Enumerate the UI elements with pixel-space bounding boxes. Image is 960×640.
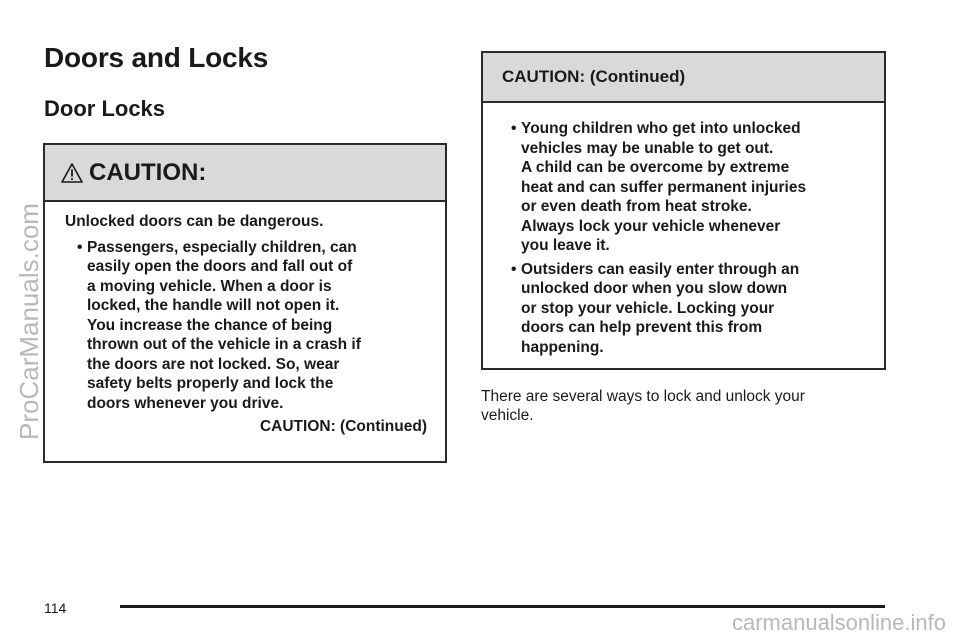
list-item (511, 119, 868, 256)
section-heading: Door Locks (44, 96, 166, 121)
watermark-left: ProCarManuals.com (14, 203, 44, 440)
body-paragraph: There are several ways to lock and unlock your vehicle. (481, 388, 805, 424)
list-item (511, 260, 868, 358)
caution-header (483, 53, 884, 103)
caution-header (45, 145, 445, 202)
bullet-dot: • (511, 120, 517, 137)
caution-intro: Unlocked doors can be dangerous. (65, 213, 324, 230)
bullet-dot: • (511, 260, 517, 278)
caution-title: CAUTION: (89, 158, 207, 186)
page-heading: Doors and Locks (44, 42, 269, 73)
warning-triangle-icon (61, 163, 83, 183)
bullet-text: Outsiders can easily enter through an unlocked door when you slow down or stop your vehicle. Locking your doors can help prevent this from happening. (521, 260, 800, 356)
watermark-bottom: carmanualsonline.info (731, 610, 946, 635)
caution-continued-box (481, 51, 886, 370)
caution-box (43, 143, 447, 463)
list-item (77, 238, 429, 414)
caution-body (483, 103, 884, 357)
caution-body (45, 202, 445, 437)
footer-rule (120, 605, 885, 608)
caution-continued: CAUTION: (Continued) (259, 418, 427, 435)
bullet-text: Young children who get into unlocked vehicles may be unable to get out. A child can be overcome by extreme heat and can suffer permanent injuries or even death from heat stroke. Always lock your vehicle whenever you leave it. (521, 120, 807, 254)
caution-title: CAUTION: (Continued) (502, 67, 686, 86)
page-number: 114 (44, 600, 67, 616)
bullet-dot: • (77, 238, 83, 256)
bullet-text: Passengers, especially children, can easily open the doors and fall out of a moving vehicle. When a door is locked, the handle will not open it. You increase the chance of being thrown out of the vehicle in a crash if the doors are not locked. So, wear safety belts properly and lock the doors whenever you drive. (87, 238, 361, 412)
